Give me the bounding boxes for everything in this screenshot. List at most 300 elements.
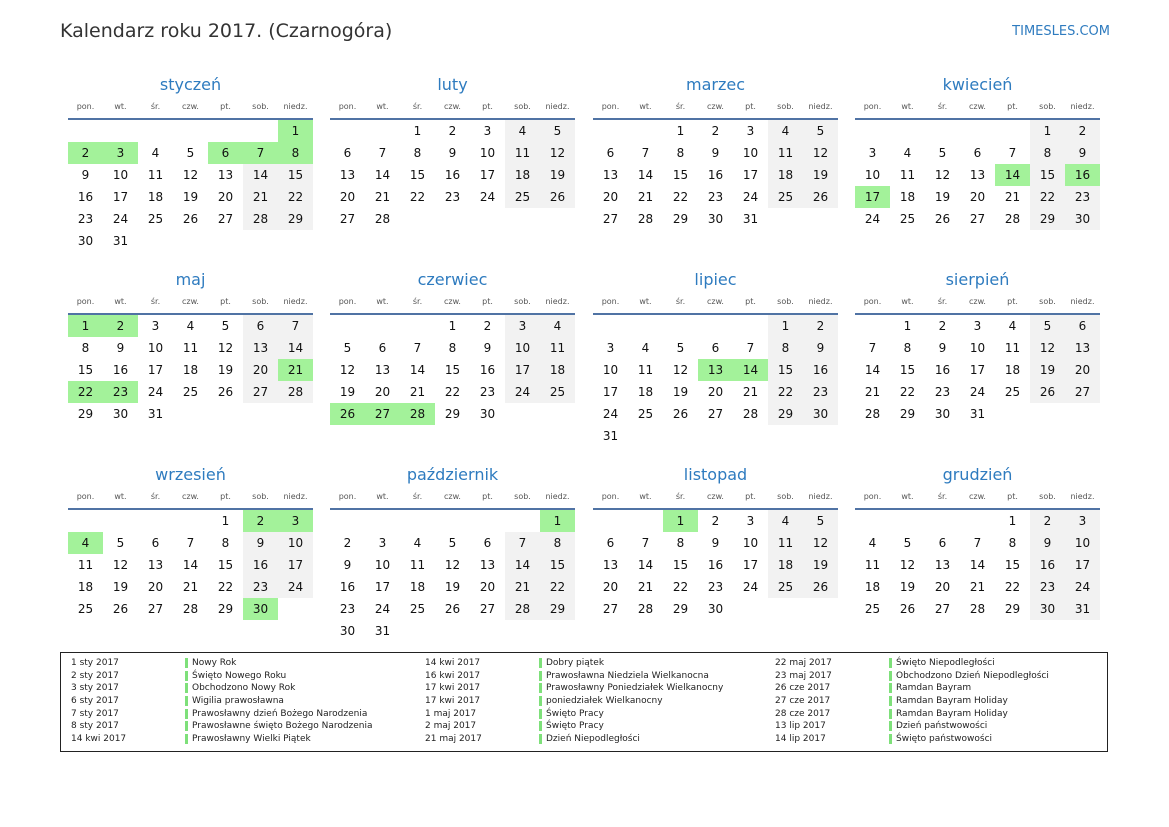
day-cell: 26 (217, 385, 234, 399)
month-grid (68, 297, 313, 425)
empty-cell (855, 119, 890, 142)
day-cell: 26 (672, 407, 689, 421)
empty-cell (803, 598, 838, 620)
day-cell: 27 (934, 602, 951, 616)
day-cell: 19 (1030, 359, 1065, 381)
legend-date: 1 sty 2017 (71, 658, 119, 669)
day-cell: 29 (672, 212, 689, 226)
day-cell: 11 (899, 168, 916, 182)
day-cell: 18 (637, 385, 654, 399)
empty-cell (663, 425, 698, 447)
empty-cell (628, 119, 663, 142)
day-cell: 12 (803, 142, 838, 164)
day-cell: 30 (77, 234, 94, 248)
day-cell: 5 (186, 146, 195, 160)
weekday-header: niedz. (278, 492, 313, 509)
day-cell: 10 (742, 536, 759, 550)
day-cell: 25 (864, 602, 881, 616)
weekday-header: sob. (505, 297, 540, 314)
empty-cell (400, 314, 435, 337)
day-cell: 27 (707, 407, 724, 421)
day-cell: 17 (855, 186, 890, 208)
empty-cell (173, 119, 208, 142)
weekday-header: czw. (435, 297, 470, 314)
day-cell: 16 (77, 190, 94, 204)
day-cell: 23 (803, 381, 838, 403)
weekday-header: sob. (1030, 297, 1065, 314)
day-cell: 22 (672, 580, 689, 594)
day-cell: 22 (444, 385, 461, 399)
weekday-header: pt. (995, 102, 1030, 119)
day-cell: 21 (374, 190, 391, 204)
weekday-header: śr. (400, 297, 435, 314)
day-cell: 20 (969, 190, 986, 204)
day-cell: 17 (147, 363, 164, 377)
empty-cell (208, 119, 243, 142)
day-cell: 1 (663, 509, 698, 532)
day-cell: 9 (483, 341, 492, 355)
weekday-header: niedz. (803, 297, 838, 314)
empty-cell (173, 403, 208, 425)
day-cell: 18 (505, 164, 540, 186)
day-cell: 22 (217, 580, 234, 594)
legend-row (71, 682, 373, 695)
weekday-header: wt. (628, 102, 663, 119)
day-cell: 28 (864, 407, 881, 421)
day-cell: 8 (676, 536, 685, 550)
day-cell: 30 (707, 602, 724, 616)
empty-cell (505, 509, 540, 532)
day-cell: 16 (444, 168, 461, 182)
weekday-header: pon. (593, 492, 628, 509)
day-cell: 3 (151, 319, 160, 333)
day-cell: 2 (711, 124, 720, 138)
day-cell: 27 (969, 212, 986, 226)
day-cell: 15 (540, 554, 575, 576)
day-cell: 13 (602, 558, 619, 572)
day-cell: 6 (606, 146, 615, 160)
day-cell: 22 (68, 381, 103, 403)
month-grid (68, 102, 313, 252)
weekday-header: niedz. (1065, 102, 1100, 119)
day-cell: 1 (768, 314, 803, 337)
holiday-legend (60, 652, 1108, 752)
day-cell: 5 (448, 536, 457, 550)
day-cell: 17 (742, 558, 759, 572)
day-cell: 22 (672, 190, 689, 204)
empty-cell (470, 620, 505, 642)
day-cell: 17 (742, 168, 759, 182)
page-title: Kalendarz roku 2017. (Czarnogóra) (60, 20, 393, 42)
empty-cell (925, 119, 960, 142)
day-cell: 26 (444, 602, 461, 616)
empty-cell (890, 119, 925, 142)
legend-holiday-name: Ramdan Bayram Holiday (896, 696, 1008, 707)
weekday-header: sob. (243, 297, 278, 314)
weekday-header: pon. (855, 102, 890, 119)
day-cell: 8 (903, 341, 912, 355)
day-cell: 7 (413, 341, 422, 355)
day-cell: 11 (1004, 341, 1021, 355)
day-cell: 12 (112, 558, 129, 572)
day-cell: 21 (864, 385, 881, 399)
day-cell: 23 (1065, 186, 1100, 208)
day-cell: 3 (606, 341, 615, 355)
day-cell: 7 (641, 146, 650, 160)
day-cell: 21 (409, 385, 426, 399)
day-cell: 21 (637, 580, 654, 594)
day-cell: 22 (899, 385, 916, 399)
month-name: kwiecień (942, 75, 1013, 94)
day-cell: 11 (864, 558, 881, 572)
empty-cell (1030, 403, 1065, 425)
legend-row (71, 657, 373, 670)
day-cell: 9 (803, 337, 838, 359)
day-cell: 10 (1065, 532, 1100, 554)
legend-row (775, 707, 1049, 720)
day-cell: 1 (68, 314, 103, 337)
day-cell: 12 (899, 558, 916, 572)
empty-cell (400, 509, 435, 532)
month-name: luty (437, 75, 468, 94)
empty-cell (995, 119, 1030, 142)
day-cell: 18 (1004, 363, 1021, 377)
day-cell: 14 (637, 168, 654, 182)
empty-cell (278, 403, 313, 425)
day-cell: 4 (540, 314, 575, 337)
day-cell: 9 (938, 341, 947, 355)
day-cell: 9 (1030, 532, 1065, 554)
legend-date: 3 sty 2017 (71, 683, 119, 694)
day-cell: 10 (864, 168, 881, 182)
day-cell: 24 (278, 576, 313, 598)
day-cell: 13 (217, 168, 234, 182)
weekday-header: czw. (698, 102, 733, 119)
day-cell: 18 (540, 359, 575, 381)
day-cell: 6 (1065, 314, 1100, 337)
day-cell: 20 (707, 385, 724, 399)
month-grid (593, 297, 838, 447)
day-cell: 3 (746, 514, 755, 528)
legend-holiday-name: Święto państwowości (896, 733, 993, 744)
day-cell: 12 (182, 168, 199, 182)
day-cell: 8 (540, 532, 575, 554)
day-cell: 3 (973, 319, 982, 333)
weekday-header: pt. (995, 492, 1030, 509)
day-cell: 14 (374, 168, 391, 182)
holiday-marker-icon (539, 658, 542, 668)
day-cell: 17 (479, 168, 496, 182)
empty-cell (768, 208, 803, 230)
legend-date: 21 maj 2017 (425, 733, 482, 744)
month-name: wrzesień (155, 465, 226, 484)
weekday-header: pon. (330, 297, 365, 314)
site-link[interactable]: TIMESLES.COM (1012, 24, 1110, 39)
weekday-header: wt. (103, 102, 138, 119)
weekday-header: sob. (505, 102, 540, 119)
day-cell: 7 (278, 314, 313, 337)
legend-column (425, 657, 723, 745)
legend-holiday-name: Ramdan Bayram Holiday (896, 708, 1008, 719)
legend-holiday-name: Obchodzono Dzień Niepodległości (896, 670, 1049, 681)
day-cell: 26 (112, 602, 129, 616)
day-cell: 17 (505, 359, 540, 381)
day-cell: 9 (343, 558, 352, 572)
empty-cell (330, 314, 365, 337)
day-cell: 1 (540, 509, 575, 532)
day-cell: 2 (803, 314, 838, 337)
day-cell: 14 (243, 164, 278, 186)
legend-date: 14 kwi 2017 (425, 658, 481, 669)
day-cell: 23 (77, 212, 94, 226)
legend-row (71, 733, 373, 746)
day-cell: 28 (374, 212, 391, 226)
day-cell: 29 (1004, 602, 1021, 616)
day-cell: 6 (973, 146, 982, 160)
day-cell: 14 (637, 558, 654, 572)
legend-row (775, 695, 1049, 708)
day-cell: 2 (448, 124, 457, 138)
legend-row (775, 670, 1049, 683)
empty-cell (173, 509, 208, 532)
day-cell: 6 (711, 341, 720, 355)
day-cell: 8 (81, 341, 90, 355)
holiday-marker-icon (185, 721, 188, 731)
day-cell: 16 (339, 580, 356, 594)
holiday-marker-icon (539, 721, 542, 731)
day-cell: 11 (540, 337, 575, 359)
weekday-header: czw. (698, 297, 733, 314)
day-cell: 25 (899, 212, 916, 226)
holiday-marker-icon (889, 671, 892, 681)
holiday-marker-icon (185, 671, 188, 681)
legend-row (775, 682, 1049, 695)
day-cell: 26 (803, 186, 838, 208)
day-cell: 2 (343, 536, 352, 550)
day-cell: 31 (742, 212, 759, 226)
empty-cell (628, 314, 663, 337)
day-cell: 26 (182, 212, 199, 226)
day-cell: 17 (602, 385, 619, 399)
weekday-header: niedz. (803, 102, 838, 119)
weekday-header: pt. (470, 102, 505, 119)
day-cell: 21 (969, 580, 986, 594)
day-cell: 4 (186, 319, 195, 333)
day-cell: 28 (505, 598, 540, 620)
day-cell: 14 (969, 558, 986, 572)
weekday-header: sob. (768, 492, 803, 509)
day-cell: 12 (1030, 337, 1065, 359)
day-cell: 22 (768, 381, 803, 403)
day-cell: 22 (409, 190, 426, 204)
day-cell: 5 (676, 341, 685, 355)
day-cell: 13 (934, 558, 951, 572)
day-cell: 19 (339, 385, 356, 399)
empty-cell (138, 230, 173, 252)
weekday-header: czw. (173, 297, 208, 314)
empty-cell (330, 119, 365, 142)
day-cell: 13 (374, 363, 391, 377)
day-cell: 14 (505, 554, 540, 576)
legend-holiday-name: poniedziałek Wielkanocny (546, 696, 663, 707)
day-cell: 4 (413, 536, 422, 550)
legend-row (425, 670, 723, 683)
empty-cell (593, 119, 628, 142)
legend-row (775, 733, 1049, 746)
legend-date: 17 kwi 2017 (425, 696, 481, 707)
day-cell: 3 (378, 536, 387, 550)
weekday-header: wt. (103, 297, 138, 314)
day-cell: 19 (444, 580, 461, 594)
day-cell: 29 (768, 403, 803, 425)
weekday-header: pon. (68, 102, 103, 119)
legend-holiday-name: Prawosławna Niedziela Wielkanocna (546, 670, 709, 681)
day-cell: 15 (672, 168, 689, 182)
day-cell: 31 (112, 234, 129, 248)
day-cell: 11 (637, 363, 654, 377)
day-cell: 3 (868, 146, 877, 160)
day-cell: 16 (934, 363, 951, 377)
day-cell: 28 (182, 602, 199, 616)
day-cell: 7 (186, 536, 195, 550)
weekday-header: śr. (925, 492, 960, 509)
weekday-header: wt. (628, 297, 663, 314)
empty-cell (365, 509, 400, 532)
day-cell: 25 (409, 602, 426, 616)
day-cell: 27 (217, 212, 234, 226)
day-cell: 4 (868, 536, 877, 550)
day-cell: 8 (676, 146, 685, 160)
day-cell: 30 (934, 407, 951, 421)
day-cell: 27 (602, 212, 619, 226)
day-cell: 23 (934, 385, 951, 399)
empty-cell (103, 119, 138, 142)
legend-date: 23 maj 2017 (775, 670, 832, 681)
day-cell: 29 (1030, 208, 1065, 230)
empty-cell (400, 208, 435, 230)
day-cell: 16 (479, 363, 496, 377)
empty-cell (995, 403, 1030, 425)
legend-date: 27 cze 2017 (775, 696, 831, 707)
day-cell: 2 (103, 314, 138, 337)
empty-cell (855, 509, 890, 532)
day-cell: 12 (339, 363, 356, 377)
day-cell: 20 (339, 190, 356, 204)
day-cell: 10 (278, 532, 313, 554)
day-cell: 11 (77, 558, 94, 572)
weekday-header: niedz. (278, 102, 313, 119)
day-cell: 9 (1065, 142, 1100, 164)
day-cell: 3 (746, 124, 755, 138)
day-cell: 18 (899, 190, 916, 204)
legend-date: 14 kwi 2017 (71, 733, 127, 744)
empty-cell (540, 208, 575, 230)
day-cell: 15 (409, 168, 426, 182)
day-cell: 31 (147, 407, 164, 421)
day-cell: 18 (864, 580, 881, 594)
month-name: listopad (683, 465, 748, 484)
day-cell: 5 (343, 341, 352, 355)
day-cell: 26 (803, 576, 838, 598)
day-cell: 16 (707, 558, 724, 572)
day-cell: 21 (1004, 190, 1021, 204)
empty-cell (663, 314, 698, 337)
weekday-header: wt. (365, 102, 400, 119)
day-cell: 27 (365, 403, 400, 425)
day-cell: 15 (899, 363, 916, 377)
day-cell: 13 (479, 558, 496, 572)
day-cell: 14 (409, 363, 426, 377)
weekday-header: sob. (1030, 102, 1065, 119)
day-cell: 29 (77, 407, 94, 421)
day-cell: 19 (540, 164, 575, 186)
day-cell: 31 (374, 624, 391, 638)
legend-date: 16 kwi 2017 (425, 670, 481, 681)
empty-cell (68, 509, 103, 532)
month-grid (855, 492, 1100, 620)
weekday-header: pt. (470, 492, 505, 509)
legend-holiday-name: Święto Pracy (546, 708, 604, 719)
day-cell: 29 (444, 407, 461, 421)
day-cell: 10 (742, 146, 759, 160)
legend-date: 17 kwi 2017 (425, 683, 481, 694)
empty-cell (68, 119, 103, 142)
day-cell: 25 (182, 385, 199, 399)
day-cell: 9 (448, 146, 457, 160)
weekday-header: czw. (435, 102, 470, 119)
day-cell: 26 (1030, 381, 1065, 403)
empty-cell (435, 208, 470, 230)
day-cell: 20 (217, 190, 234, 204)
weekday-header: czw. (960, 297, 995, 314)
day-cell: 21 (278, 359, 313, 381)
day-cell: 8 (413, 146, 422, 160)
day-cell: 7 (641, 536, 650, 550)
day-cell: 22 (278, 186, 313, 208)
day-cell: 6 (938, 536, 947, 550)
legend-row (775, 720, 1049, 733)
weekday-header: śr. (925, 297, 960, 314)
day-cell: 5 (221, 319, 230, 333)
day-cell: 4 (151, 146, 160, 160)
empty-cell (960, 119, 995, 142)
day-cell: 6 (343, 146, 352, 160)
day-cell: 25 (637, 407, 654, 421)
legend-holiday-name: Dobry piątek (546, 658, 605, 669)
day-cell: 9 (711, 146, 720, 160)
holiday-marker-icon (539, 683, 542, 693)
empty-cell (103, 509, 138, 532)
day-cell: 8 (278, 142, 313, 164)
day-cell: 11 (768, 142, 803, 164)
day-cell: 6 (208, 142, 243, 164)
weekday-header: wt. (365, 297, 400, 314)
weekday-header: pt. (733, 102, 768, 119)
day-cell: 13 (969, 168, 986, 182)
month-name: maj (175, 270, 206, 289)
day-cell: 25 (1004, 385, 1021, 399)
empty-cell (435, 620, 470, 642)
day-cell: 12 (672, 363, 689, 377)
empty-cell (243, 403, 278, 425)
holiday-marker-icon (185, 658, 188, 668)
day-cell: 28 (637, 212, 654, 226)
weekday-header: sob. (768, 102, 803, 119)
weekday-header: niedz. (1065, 297, 1100, 314)
day-cell: 1 (903, 319, 912, 333)
day-cell: 15 (217, 558, 234, 572)
day-cell: 13 (339, 168, 356, 182)
